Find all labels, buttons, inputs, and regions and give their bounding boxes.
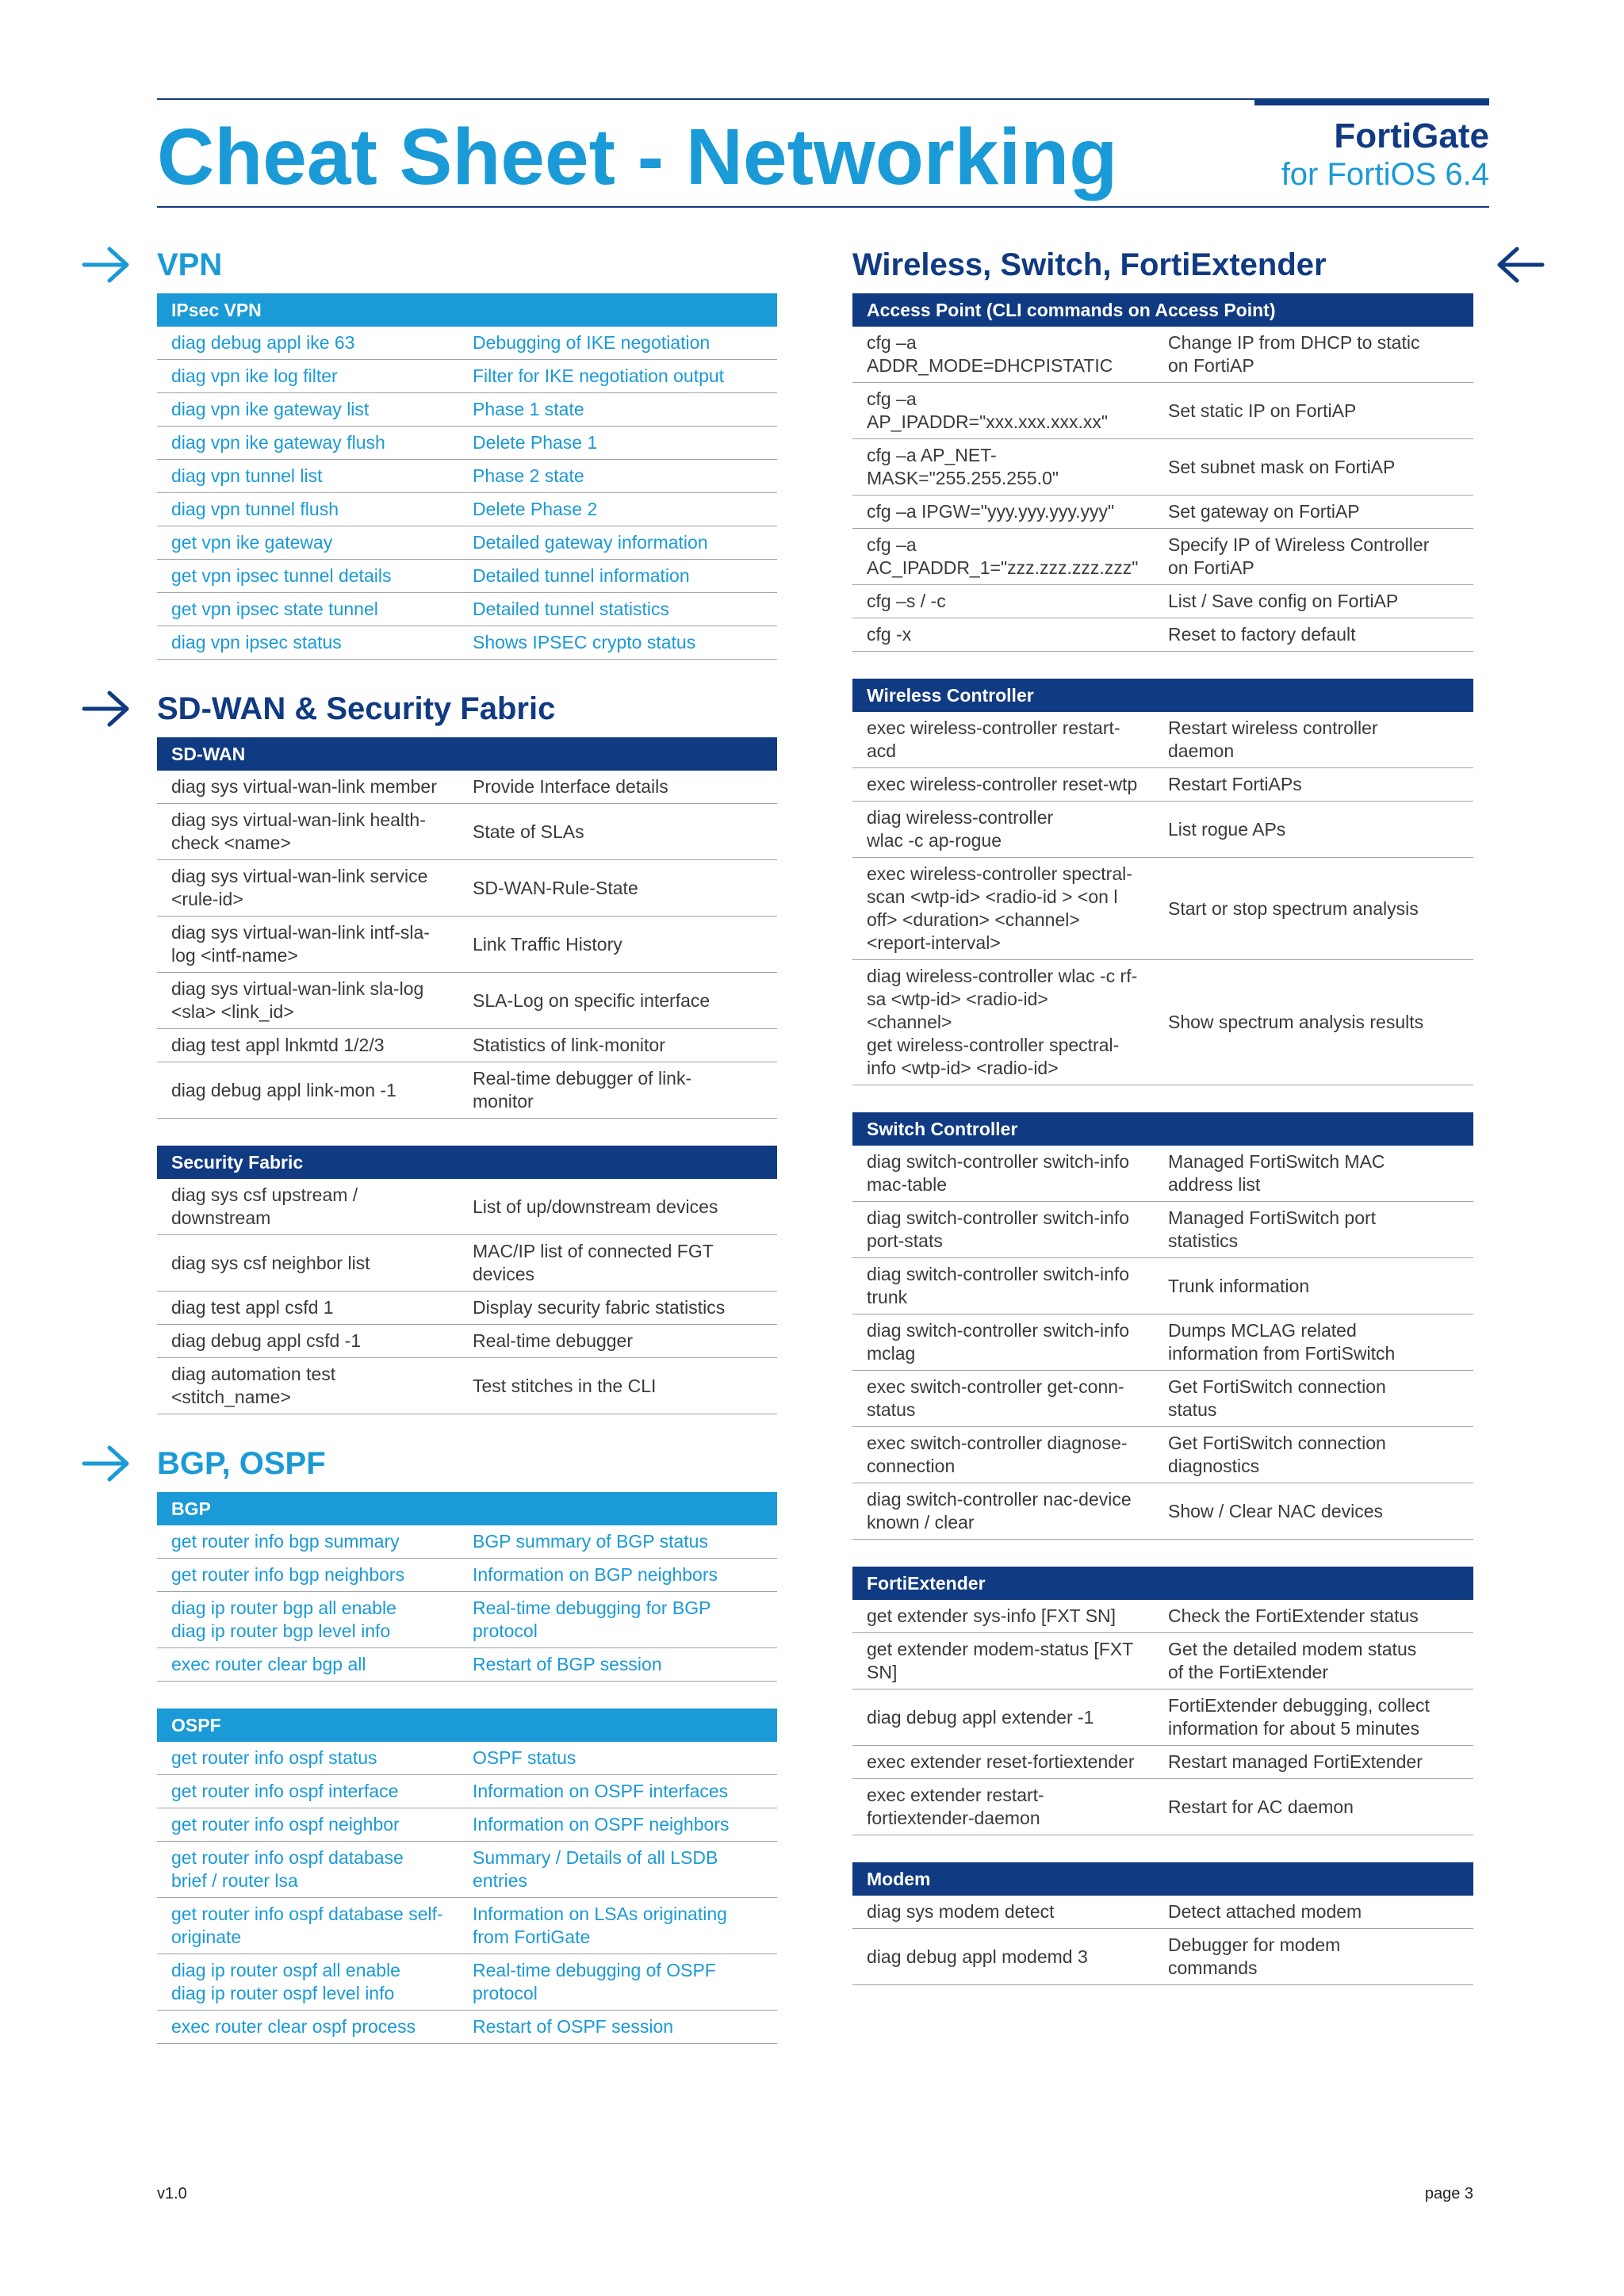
table-row xyxy=(852,1146,1473,1202)
table-row xyxy=(852,1633,1473,1689)
table-row xyxy=(157,860,777,916)
command-cell: cfg -x xyxy=(867,624,912,645)
table-row xyxy=(157,1775,777,1808)
table-row xyxy=(157,493,777,526)
description-cell: Provide Interface details xyxy=(473,776,668,797)
table-row xyxy=(157,1358,777,1414)
description-cell: Debugger for modem commands xyxy=(1168,1934,1341,1978)
table-header: OSPF xyxy=(157,1709,777,1742)
command-cell: diag sys csf neighbor list xyxy=(171,1252,370,1273)
description-cell: Dumps MCLAG related information from FortiSwitch xyxy=(1168,1320,1396,1364)
description-cell: Restart of OSPF session xyxy=(473,2016,674,2037)
description-cell: Show spectrum analysis results xyxy=(1168,1012,1424,1032)
table-row xyxy=(852,1896,1473,1929)
section-heading-bgp-ospf xyxy=(157,1441,777,1486)
description-cell: Start or stop spectrum analysis xyxy=(1168,897,1419,919)
table-row xyxy=(157,1525,777,1559)
description-cell: Test stitches in the CLI xyxy=(473,1375,657,1396)
table-row xyxy=(157,771,777,804)
tables-bgp-ospf xyxy=(157,1492,777,2044)
table-header: IPsec VPN xyxy=(157,293,777,327)
table-row xyxy=(157,460,777,493)
description-cell: BGP summary of BGP status xyxy=(473,1531,708,1552)
table-row xyxy=(852,439,1473,496)
command-cell: get router info ospf status xyxy=(171,1747,377,1768)
command-cell: diag switch-controller switch-info port-stats xyxy=(867,1207,1130,1251)
description-cell: Detailed gateway information xyxy=(473,532,708,553)
command-cell: get vpn ipsec state tunnel xyxy=(171,599,378,619)
command-cell: diag wireless-controller wlac -c rf- sa <wtp-id> <radio-id> <channel> get wireless-controller spectral- info <wtp-id> <radio-id> xyxy=(867,966,1138,1078)
description-cell: Shows IPSEC crypto status xyxy=(473,632,696,652)
section-sdwan xyxy=(157,687,777,1414)
command-cell: diag ip router bgp all enable diag ip router bgp level info xyxy=(171,1598,396,1641)
command-cell: get router info ospf interface xyxy=(171,1781,399,1801)
table-row xyxy=(157,1954,777,2011)
command-cell: exec switch-controller diagnose- connection xyxy=(867,1433,1128,1476)
command-cell: diag vpn ike gateway flush xyxy=(171,432,385,453)
command-table xyxy=(157,737,777,1119)
description-cell: Information on LSAs originating from FortiGate xyxy=(473,1904,727,1947)
table-row xyxy=(157,1292,777,1325)
command-table xyxy=(852,1567,1473,1835)
command-cell: exec router clear ospf process xyxy=(171,2016,416,2037)
command-cell: diag vpn ike log filter xyxy=(171,365,338,386)
description-cell: State of SLAs xyxy=(473,821,584,842)
table-row xyxy=(852,1314,1473,1371)
description-cell: Get FortiSwitch connection diagnostics xyxy=(1168,1433,1386,1476)
right-column xyxy=(852,243,1473,2012)
command-cell: diag wireless-controller wlac -c ap-rogue xyxy=(867,807,1054,851)
description-cell: Real-time debugging of OSPF protocol xyxy=(473,1960,716,2003)
table-row xyxy=(157,327,777,360)
description-cell: Set subnet mask on FortiAP xyxy=(1168,456,1396,477)
table-row xyxy=(157,626,777,660)
section-vpn xyxy=(157,243,777,660)
description-cell: Link Traffic History xyxy=(473,933,622,955)
table-row xyxy=(157,1648,777,1682)
command-table xyxy=(852,1862,1473,1985)
table-row xyxy=(157,427,777,460)
table-header: Security Fabric xyxy=(157,1146,777,1179)
command-cell: diag sys modem detect xyxy=(867,1901,1055,1922)
command-cell: get router info bgp summary xyxy=(171,1531,400,1552)
table-row xyxy=(157,1325,777,1358)
description-cell: Trunk information xyxy=(1168,1275,1310,1296)
command-cell: cfg –a IPGW="yyy.yyy.yyy.yyy" xyxy=(867,501,1115,522)
table-row xyxy=(157,804,777,860)
table-header: Modem xyxy=(852,1862,1473,1896)
description-cell: Phase 1 state xyxy=(473,399,584,419)
description-cell: Summary / Details of all LSDB entries xyxy=(473,1847,718,1891)
table-header: FortiExtender xyxy=(852,1567,1473,1600)
description-cell: Detailed tunnel statistics xyxy=(473,599,670,619)
table-row xyxy=(852,1746,1473,1779)
table-row xyxy=(157,1029,777,1062)
table-row xyxy=(852,618,1473,652)
table-row xyxy=(157,526,777,560)
tables-wireless xyxy=(852,293,1473,1985)
command-table xyxy=(852,679,1473,1085)
command-cell: exec extender restart- fortiextender-daemon xyxy=(867,1785,1044,1828)
table-row xyxy=(852,383,1473,439)
command-cell: exec router clear bgp all xyxy=(171,1654,366,1674)
command-cell: cfg –a AC_IPADDR_1="zzz.zzz.zzz.zzz" xyxy=(867,534,1139,578)
section-title: SD-WAN & Security Fabric xyxy=(157,691,556,726)
command-cell: get vpn ipsec tunnel details xyxy=(171,565,392,586)
command-cell: get extender modem-status [FXT SN] xyxy=(867,1639,1134,1682)
description-cell: Specify IP of Wireless Controller on FortiAP xyxy=(1168,534,1430,578)
description-cell: Information on BGP neighbors xyxy=(473,1564,718,1585)
table-row xyxy=(852,802,1473,858)
table-header: BGP xyxy=(157,1492,777,1525)
table-header: Switch Controller xyxy=(852,1112,1473,1146)
section-heading-sdwan xyxy=(157,687,777,731)
header-accent-bar xyxy=(1254,98,1489,105)
command-cell: diag switch-controller nac-device known / clear xyxy=(867,1489,1132,1533)
section-bgp-ospf xyxy=(157,1441,777,2044)
command-cell: exec extender reset-fortiextender xyxy=(867,1751,1135,1772)
command-table xyxy=(157,1492,777,1682)
description-cell: Restart wireless controller daemon xyxy=(1168,718,1378,761)
command-cell: diag test appl csfd 1 xyxy=(171,1297,334,1318)
table-row xyxy=(852,496,1473,529)
table-row xyxy=(852,1600,1473,1633)
description-cell: Reset to factory default xyxy=(1168,624,1356,645)
description-cell: List / Save config on FortiAP xyxy=(1168,591,1399,611)
command-cell: diag automation test <stitch_name> xyxy=(171,1364,336,1407)
description-cell: Detailed tunnel information xyxy=(473,565,690,586)
command-cell: diag vpn ike gateway list xyxy=(171,399,370,419)
command-cell: get router info ospf database brief / router lsa xyxy=(171,1847,404,1891)
command-cell: diag sys virtual-wan-link member xyxy=(171,776,437,797)
section-heading-wireless xyxy=(852,243,1473,287)
description-cell: Set gateway on FortiAP xyxy=(1168,501,1360,522)
command-cell: diag switch-controller switch-info mclag xyxy=(867,1320,1130,1364)
command-cell: cfg –a AP_IPADDR="xxx.xxx.xxx.xx" xyxy=(867,388,1109,432)
table-row xyxy=(157,1898,777,1954)
description-cell: Restart FortiAPs xyxy=(1168,774,1302,794)
command-cell: diag vpn ipsec status xyxy=(171,632,342,652)
description-cell: FortiExtender debugging, collect information for about 5 minutes xyxy=(1168,1695,1430,1739)
command-cell: diag vpn tunnel list xyxy=(171,465,323,486)
table-row xyxy=(852,1202,1473,1258)
description-cell: Detect attached modem xyxy=(1168,1901,1362,1922)
command-table xyxy=(852,293,1473,652)
command-cell: cfg –a ADDR_MODE=DHCPISTATIC xyxy=(867,332,1113,376)
description-cell: Delete Phase 2 xyxy=(473,499,598,519)
command-cell: diag test appl lnkmtd 1/2/3 xyxy=(171,1035,385,1055)
table-row xyxy=(852,1779,1473,1835)
description-cell: Restart of BGP session xyxy=(473,1654,662,1674)
description-cell: Information on OSPF interfaces xyxy=(473,1781,729,1801)
arrow-right-icon xyxy=(81,690,132,728)
command-cell: get router info bgp neighbors xyxy=(171,1564,405,1585)
description-cell: OSPF status xyxy=(473,1747,576,1768)
command-cell: get router info ospf database self- originate xyxy=(171,1904,443,1947)
table-row xyxy=(157,393,777,427)
description-cell: Restart for AC daemon xyxy=(1168,1796,1354,1817)
table-row xyxy=(852,1483,1473,1540)
command-cell: exec wireless-controller spectral- scan <wtp-id> <radio-id > <on l off> <duration> <channel> <report-interval> xyxy=(867,863,1132,953)
table-row xyxy=(157,593,777,626)
command-table xyxy=(157,1146,777,1414)
description-cell: MAC/IP list of connected FGT devices xyxy=(473,1241,714,1284)
command-cell: diag debug appl link-mon -1 xyxy=(171,1079,396,1100)
command-cell: diag switch-controller switch-info trunk xyxy=(867,1264,1130,1307)
table-row xyxy=(157,1842,777,1898)
description-cell: Change IP from DHCP to static on FortiAP xyxy=(1168,332,1420,376)
description-cell: Check the FortiExtender status xyxy=(1168,1605,1419,1626)
description-cell: Show / Clear NAC devices xyxy=(1168,1500,1383,1521)
command-table xyxy=(157,1709,777,2044)
header-bottom-rule xyxy=(157,206,1489,208)
command-cell: get extender sys-info [FXT SN] xyxy=(867,1605,1116,1626)
description-cell: List of up/downstream devices xyxy=(473,1196,718,1217)
table-row xyxy=(157,1559,777,1592)
command-cell: diag debug appl modemd 3 xyxy=(867,1946,1088,1967)
table-row xyxy=(852,1689,1473,1746)
command-cell: diag sys csf upstream / downstream xyxy=(171,1184,358,1228)
command-cell: exec wireless-controller reset-wtp xyxy=(867,774,1138,794)
table-row xyxy=(852,768,1473,802)
description-cell: SLA-Log on specific interface xyxy=(473,989,710,1011)
table-row xyxy=(852,1427,1473,1483)
description-cell: SD-WAN-Rule-State xyxy=(473,877,638,898)
description-cell: Information on OSPF neighbors xyxy=(473,1814,730,1835)
description-cell: Statistics of link-monitor xyxy=(473,1035,665,1055)
description-cell: Phase 2 state xyxy=(473,465,584,486)
table-row xyxy=(157,973,777,1029)
command-cell: exec switch-controller get-conn- status xyxy=(867,1376,1124,1420)
table-header: Access Point (CLI commands on Access Point) xyxy=(852,293,1473,327)
description-cell: Debugging of IKE negotiation xyxy=(473,332,710,353)
table-row xyxy=(852,1258,1473,1314)
table-row xyxy=(157,1235,777,1292)
description-cell: Display security fabric statistics xyxy=(473,1297,726,1318)
description-cell: Real-time debugger of link- monitor xyxy=(473,1068,692,1112)
table-row xyxy=(157,2011,777,2044)
section-title: BGP, OSPF xyxy=(157,1446,326,1481)
table-row xyxy=(852,1929,1473,1985)
command-cell: get router info ospf neighbor xyxy=(171,1814,400,1835)
table-row xyxy=(157,1742,777,1775)
description-cell: Get the detailed modem status of the FortiExtender xyxy=(1168,1639,1417,1682)
command-cell: diag debug appl ike 63 xyxy=(171,332,355,353)
description-cell: Delete Phase 1 xyxy=(473,432,598,453)
footer-version: v1.0 xyxy=(157,2185,187,2202)
table-row xyxy=(157,1808,777,1842)
command-cell: diag vpn tunnel flush xyxy=(171,499,339,519)
table-row xyxy=(852,529,1473,585)
command-cell: diag sys virtual-wan-link sla-log <sla> <link_id> xyxy=(171,978,424,1022)
table-row xyxy=(852,960,1473,1085)
table-row xyxy=(852,327,1473,383)
description-cell: Get FortiSwitch connection status xyxy=(1168,1376,1386,1420)
description-cell: Real-time debugging for BGP protocol xyxy=(473,1598,711,1641)
table-row xyxy=(157,1062,777,1119)
command-cell: diag sys virtual-wan-link service <rule-id> xyxy=(171,866,428,909)
left-column xyxy=(157,243,777,2071)
description-cell: List rogue APs xyxy=(1168,818,1286,840)
table-row xyxy=(852,1371,1473,1427)
arrow-left-icon xyxy=(1495,246,1545,284)
section-heading-vpn xyxy=(157,243,777,287)
command-cell: get vpn ike gateway xyxy=(171,532,333,553)
tables-vpn xyxy=(157,293,777,660)
table-row xyxy=(157,1592,777,1648)
table-row xyxy=(852,585,1473,618)
page-title: Cheat Sheet - Networking xyxy=(157,113,1118,201)
table-row xyxy=(157,916,777,973)
table-header: SD-WAN xyxy=(157,737,777,771)
command-cell: diag sys virtual-wan-link intf-sla- log <intf-name> xyxy=(171,922,430,966)
brand-subtitle: for FortiOS 6.4 xyxy=(1281,157,1489,192)
description-cell: Real-time debugger xyxy=(473,1330,634,1351)
arrow-right-icon xyxy=(81,246,132,284)
section-title: Wireless, Switch, FortiExtender xyxy=(852,247,1327,282)
table-header: Wireless Controller xyxy=(852,679,1473,712)
table-row xyxy=(852,858,1473,960)
table-row xyxy=(157,1179,777,1235)
description-cell: Filter for IKE negotiation output xyxy=(473,365,725,386)
command-table xyxy=(852,1112,1473,1540)
table-row xyxy=(157,560,777,593)
command-table xyxy=(157,293,777,660)
command-cell: cfg –a AP_NET- MASK="255.255.255.0" xyxy=(867,445,1059,488)
description-cell: Set static IP on FortiAP xyxy=(1168,400,1357,421)
table-row xyxy=(852,712,1473,768)
arrow-right-icon xyxy=(81,1445,132,1483)
command-cell: diag ip router ospf all enable diag ip router ospf level info xyxy=(171,1960,400,2003)
description-cell: Restart managed FortiExtender xyxy=(1168,1751,1423,1772)
command-cell: diag switch-controller switch-info mac-table xyxy=(867,1151,1130,1195)
brand-name: FortiGate xyxy=(1334,117,1489,155)
description-cell: Managed FortiSwitch port statistics xyxy=(1168,1207,1377,1251)
command-cell: cfg –s / -c xyxy=(867,591,946,611)
footer-page-number: page 3 xyxy=(1424,2185,1473,2202)
command-cell: exec wireless-controller restart- acd xyxy=(867,718,1120,761)
description-cell: Managed FortiSwitch MAC address list xyxy=(1168,1151,1385,1195)
table-row xyxy=(157,360,777,393)
command-cell: diag debug appl csfd -1 xyxy=(171,1330,362,1351)
tables-sdwan xyxy=(157,737,777,1414)
command-cell: diag debug appl extender -1 xyxy=(867,1706,1094,1728)
section-title: VPN xyxy=(157,247,223,282)
command-cell: diag sys virtual-wan-link health- check <name> xyxy=(171,809,426,853)
